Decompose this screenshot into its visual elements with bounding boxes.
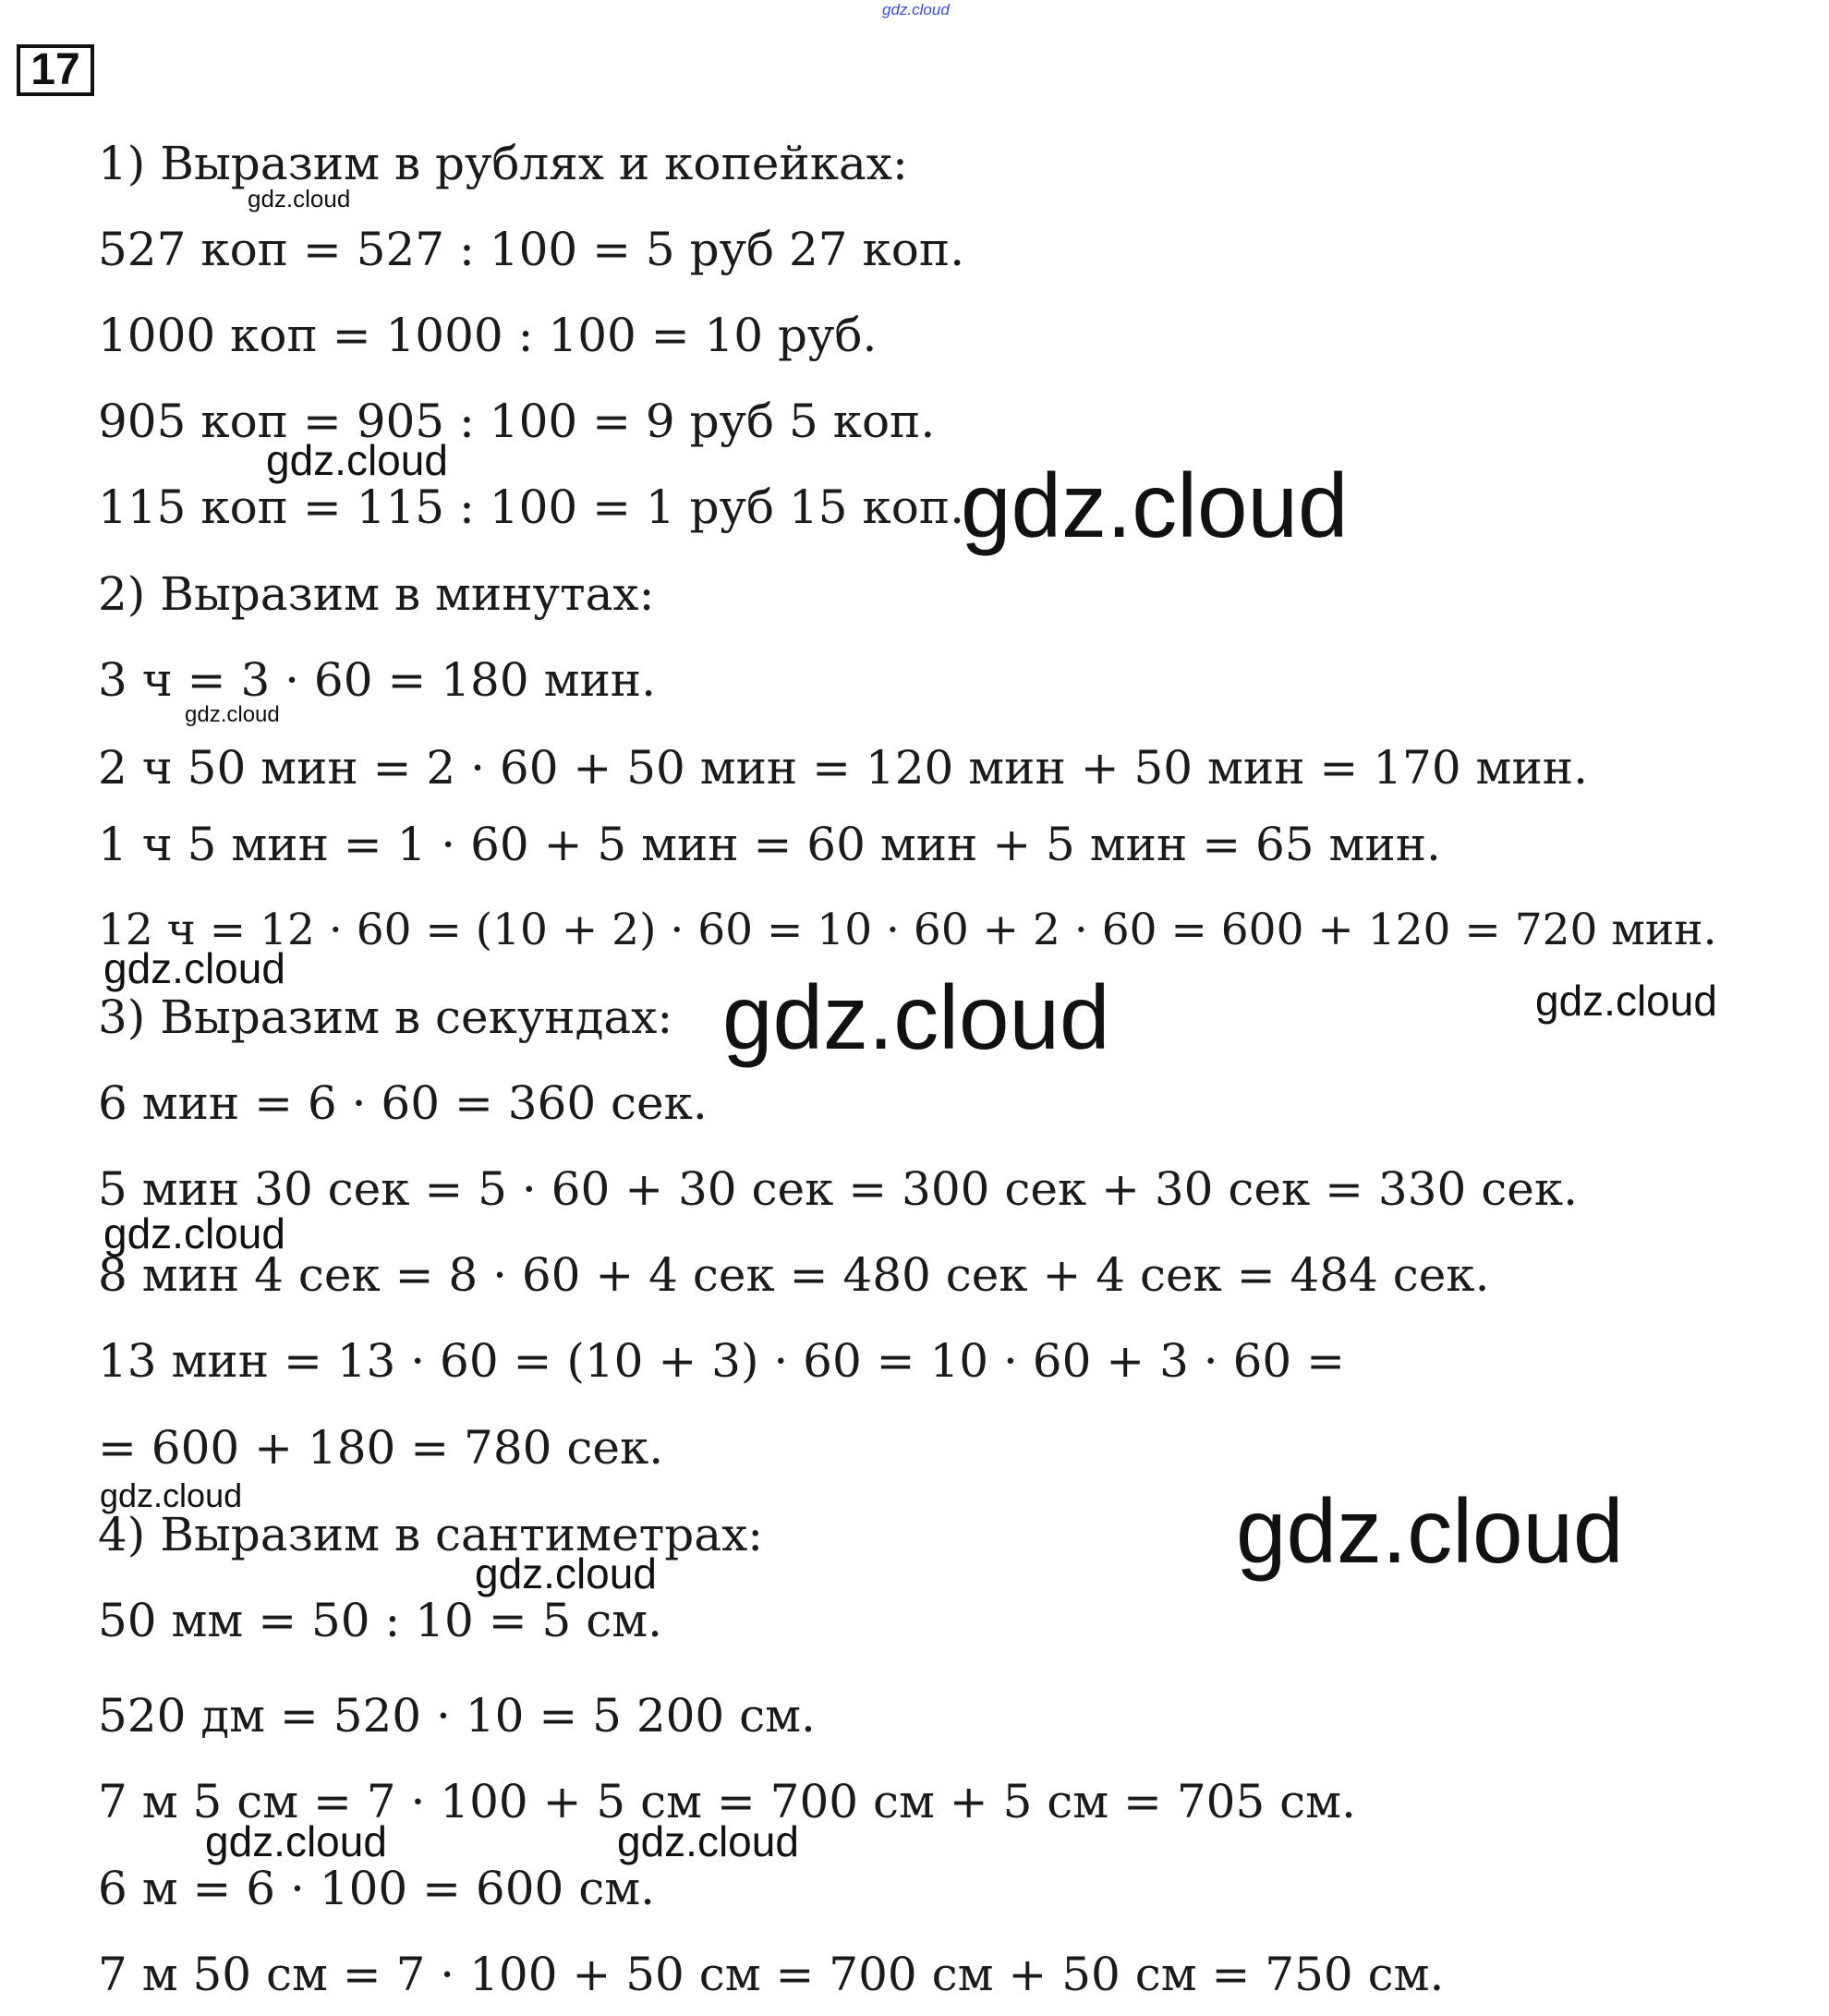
section-3-line-5: = 600 + 180 = 780 сек.: [98, 1421, 664, 1475]
watermark: gdz.cloud: [882, 1, 950, 18]
section-2-line-1: 3 ч = 3 · 60 = 180 мин.: [98, 653, 657, 707]
section-2-line-3: 1 ч 5 мин = 1 · 60 + 5 мин = 60 мин + 5 мин = 65 мин.: [98, 818, 1441, 871]
section-1-line-3: 905 коп = 905 : 100 = 9 руб 5 коп.: [98, 395, 936, 448]
watermark: gdz.cloud: [722, 966, 1110, 1068]
watermark: gdz.cloud: [103, 1209, 285, 1257]
section-4-line-4: 6 м = 6 · 100 = 600 см.: [98, 1862, 656, 1915]
section-3-line-1: 6 мин = 6 · 60 = 360 сек.: [98, 1076, 708, 1130]
section-3-line-2: 5 мин 30 сек = 5 · 60 + 30 сек = 300 сек + 30 сек = 330 сек.: [98, 1162, 1578, 1216]
watermark: gdz.cloud: [1535, 977, 1717, 1025]
watermark: gdz.cloud: [475, 1549, 657, 1597]
watermark: gdz.cloud: [266, 436, 448, 484]
watermark: gdz.cloud: [205, 1817, 387, 1865]
section-2-line-2: 2 ч 50 мин = 2 · 60 + 50 мин = 120 мин + 50 мин = 170 мин.: [98, 741, 1588, 795]
section-4-line-5: 7 м 50 см = 7 · 100 + 50 см = 700 см + 50 см = 750 см.: [98, 1948, 1445, 2001]
watermark: gdz.cloud: [617, 1817, 799, 1865]
section-4-line-1: 50 мм = 50 : 10 = 5 см.: [98, 1594, 663, 1647]
section-3-line-3: 8 мин 4 сек = 8 · 60 + 4 сек = 480 сек + 4 сек = 484 сек.: [98, 1248, 1490, 1302]
section-3-line-4: 13 мин = 13 · 60 = (10 + 3) · 60 = 10 · 60 + 3 · 60 =: [98, 1334, 1345, 1388]
task-number: 17: [17, 44, 94, 96]
section-2-line-4: 12 ч = 12 · 60 = (10 + 2) · 60 = 10 · 60 + 2 · 60 = 600 + 120 = 720 мин.: [98, 905, 1717, 955]
watermark: gdz.cloud: [248, 185, 351, 213]
section-1-heading: 1) Выразим в рублях и копейках:: [98, 137, 908, 190]
section-4-line-2: 520 дм = 520 · 10 = 5 200 см.: [98, 1689, 816, 1743]
section-4-line-3: 7 м 5 см = 7 · 100 + 5 см = 700 см + 5 см = 705 см.: [98, 1775, 1356, 1828]
section-2-heading: 2) Выразим в минутах:: [98, 567, 655, 621]
watermark: gdz.cloud: [103, 944, 285, 992]
section-1-line-4: 115 коп = 115 : 100 = 1 руб 15 коп.: [98, 480, 965, 534]
section-1-line-1: 527 коп = 527 : 100 = 5 руб 27 коп.: [98, 223, 965, 276]
watermark: gdz.cloud: [100, 1476, 243, 1514]
watermark: gdz.cloud: [185, 702, 280, 727]
watermark: gdz.cloud: [961, 455, 1349, 556]
section-3-heading: 3) Выразим в секундах:: [98, 990, 673, 1044]
section-4-heading: 4) Выразим в сантиметрах:: [98, 1508, 764, 1561]
watermark: gdz.cloud: [1236, 1480, 1624, 1582]
section-1-line-2: 1000 коп = 1000 : 100 = 10 руб.: [98, 309, 878, 362]
